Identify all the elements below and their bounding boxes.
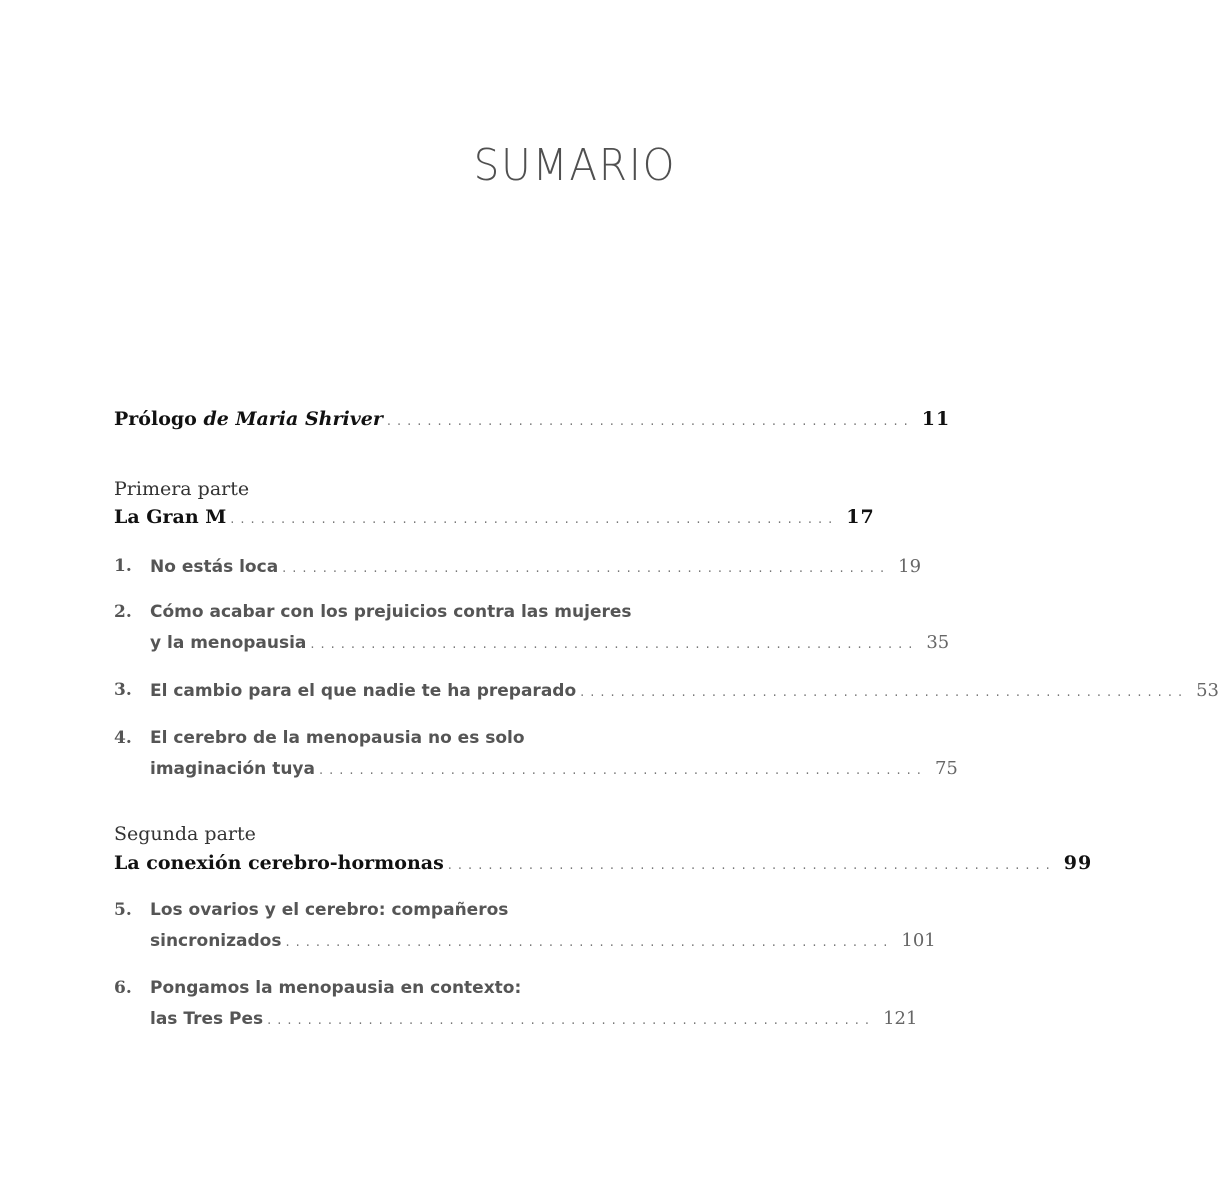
page-number: 53 [1196, 680, 1219, 701]
part-title: La Gran M [114, 506, 227, 528]
dot-leader: ............................................................ [310, 637, 919, 652]
chapter-title: Pongamos la menopausia en contexto: [150, 978, 522, 998]
chapter-title: No estás loca [150, 557, 279, 577]
part-title: La conexión cerebro-hormonas [114, 852, 444, 874]
chapter-number: 1. [114, 556, 132, 576]
page-number: 101 [901, 930, 936, 951]
page-number: 35 [926, 632, 950, 653]
chapter-title-continued: imaginación tuya [150, 759, 315, 779]
toc-entry-chapter-6[interactable] [114, 978, 918, 1038]
dot-leader: ............................................................ [580, 685, 1189, 700]
chapter-number: 6. [114, 978, 132, 998]
page-number: 121 [883, 1008, 918, 1029]
chapter-title-continued: sincronizados [150, 931, 282, 951]
page-number: 17 [846, 506, 875, 528]
toc-entry-part-1[interactable] [114, 506, 875, 536]
page-title: SUMARIO [473, 140, 676, 191]
part-label: Segunda parte [114, 823, 256, 845]
page-number: 11 [921, 408, 951, 430]
chapter-title: Cómo acabar con los prejuicios contra las mujeres [150, 602, 632, 622]
toc-entry-chapter-2[interactable] [114, 602, 950, 662]
chapter-number: 4. [114, 728, 132, 748]
dot-leader: .................................................... [386, 414, 914, 429]
toc-entry-chapter-3[interactable] [114, 680, 1219, 710]
toc-entry-part-2[interactable] [114, 852, 1093, 882]
page-number: 19 [898, 556, 922, 577]
toc-entry-prologue[interactable] [114, 408, 951, 438]
chapter-title: Los ovarios y el cerebro: compañeros [150, 900, 509, 920]
toc-entry-chapter-1[interactable] [114, 556, 922, 586]
chapter-number: 2. [114, 602, 132, 622]
dot-leader: ............................................................ [230, 512, 839, 527]
dot-leader: ............................................................ [447, 858, 1056, 873]
prologue-title: Prólogo de Maria Shriver [114, 408, 383, 430]
chapter-number: 5. [114, 900, 132, 920]
chapter-title-continued: y la menopausia [150, 633, 307, 653]
dot-leader: ............................................................ [285, 935, 894, 950]
chapter-title-continued: las Tres Pes [150, 1009, 264, 1029]
page-number: 99 [1063, 852, 1093, 874]
chapter-number: 3. [114, 680, 132, 700]
dot-leader: ............................................................ [318, 763, 927, 778]
chapter-title: El cambio para el que nadie te ha preparado [150, 681, 577, 701]
page-number: 75 [934, 758, 958, 779]
chapter-title: El cerebro de la menopausia no es solo [150, 728, 525, 748]
dot-leader: ............................................................ [282, 561, 891, 576]
part-label: Primera parte [114, 478, 250, 500]
dot-leader: ............................................................ [267, 1013, 876, 1028]
toc-entry-chapter-4[interactable] [114, 728, 958, 788]
toc-entry-chapter-5[interactable] [114, 900, 936, 960]
